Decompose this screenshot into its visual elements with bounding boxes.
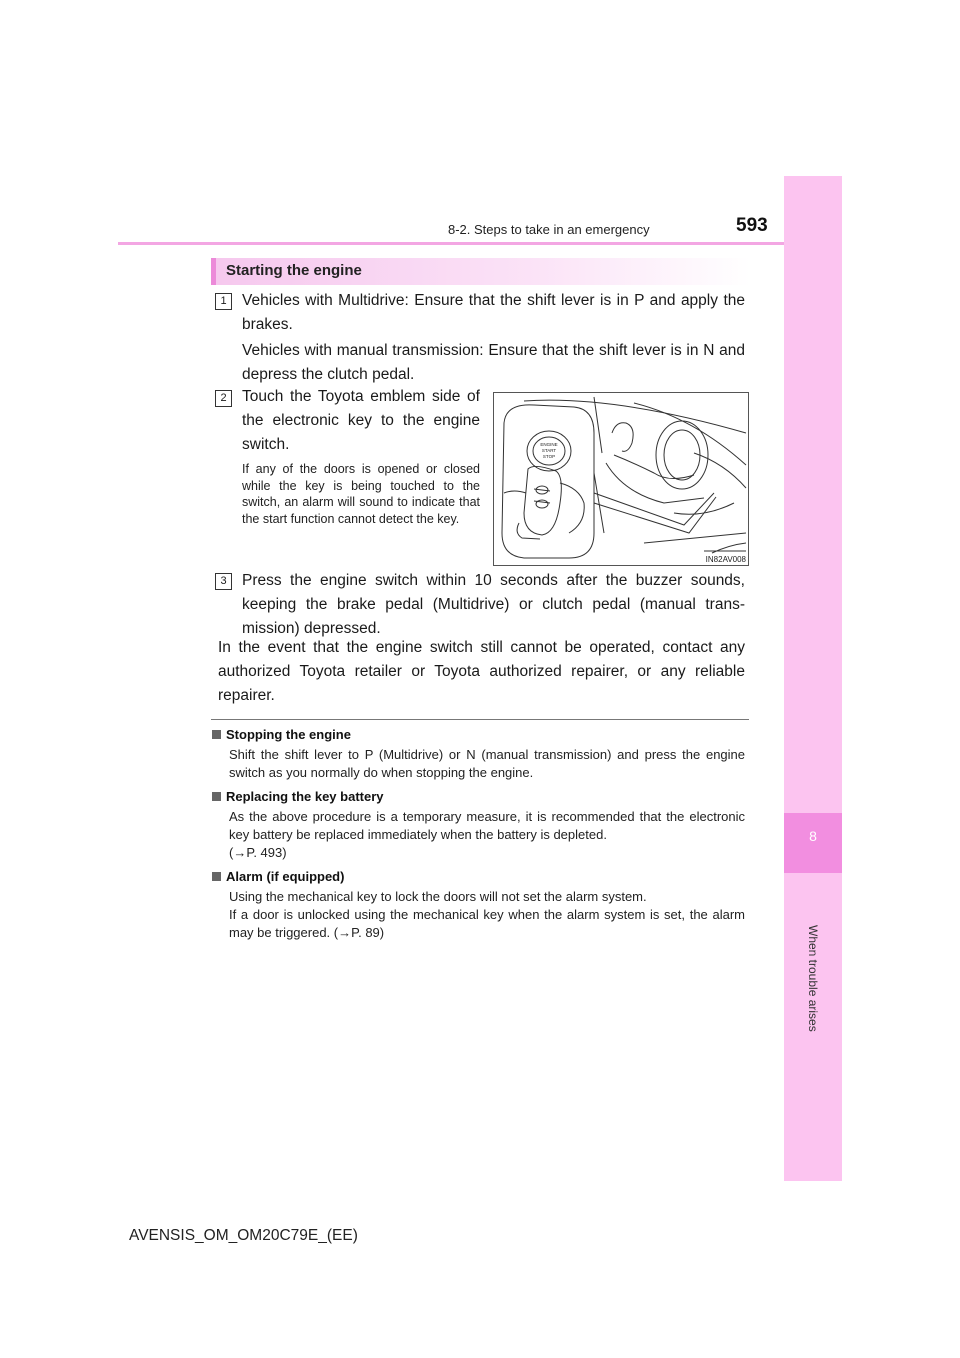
note-body-alarm: Using the mechanical key to lock the doors will not set the alarm system. — [229, 889, 647, 904]
page-number: 593 — [736, 215, 768, 236]
note-heading-alarm — [212, 869, 344, 884]
switch-label-line-2: START — [541, 448, 557, 453]
note-body-stopping: Shift the shift lever to P (Multidrive) or N (manual transmission) and press the engine switch as you normally do when stopping the engine. — [229, 747, 745, 780]
section-divider — [211, 719, 749, 720]
switch-label-line-3: STOP — [542, 454, 556, 459]
illustration-drawing — [494, 393, 748, 565]
step-2-note: If any of the doors is opened or closed while the key is being touched to the switch, an alarm will sound to indicate that the start function cannot detect the key. — [242, 462, 480, 526]
note-title: Stopping the engine — [226, 727, 351, 742]
note-ref-battery: (→P. 493) — [229, 845, 287, 860]
note-heading-stopping — [212, 727, 351, 742]
chapter-number: 8 — [809, 828, 817, 844]
document-code-footer: AVENSIS_OM_OM20C79E_(EE) — [129, 1227, 358, 1244]
header-section-title: 8-2. Steps to take in an emergency — [448, 222, 650, 237]
closing-paragraph: In the event that the engine switch still cannot be operated, contact any authorized Toyota retailer or Toyota authorized repairer, or any reliable repairer. — [218, 639, 745, 704]
section-title: Starting the engine — [226, 262, 362, 279]
square-bullet-icon — [212, 872, 221, 881]
step-3-text: Press the engine switch within 10 seconds after the buzzer sounds, keeping the brake pedal (Multidrive) or clutch pedal (manual trans-mission) depressed. — [242, 572, 745, 637]
step-1-paragraph-1: Vehicles with Multidrive: Ensure that the shift lever is in P and apply the brakes. — [242, 292, 745, 333]
step-badge-2: 2 — [215, 390, 232, 407]
square-bullet-icon — [212, 792, 221, 801]
illustration-key-to-switch — [493, 392, 749, 566]
chapter-title: When trouble arises — [806, 925, 820, 1032]
switch-label-line-1: ENGINE — [540, 442, 558, 447]
header-rule — [118, 242, 841, 245]
note-body-battery: As the above procedure is a temporary measure, it is recommended that the electronic key battery be replaced immediately when the battery is depleted. — [229, 809, 745, 842]
step-2-text: Touch the Toyota emblem side of the electronic key to the engine switch. — [242, 388, 480, 453]
note-heading-battery — [212, 789, 384, 804]
note-body-alarm-2: If a door is unlocked using the mechanical key when the alarm system is set, the alarm may be triggered. (→P. 89) — [229, 907, 745, 940]
step-badge-1: 1 — [215, 293, 232, 310]
square-bullet-icon — [212, 730, 221, 739]
figure-code: IN82AV008 — [705, 555, 746, 564]
step-badge-3: 3 — [215, 573, 232, 590]
section-title-bar — [211, 258, 750, 285]
note-title: Alarm (if equipped) — [226, 869, 345, 884]
step-1-paragraph-2: Vehicles with manual transmission: Ensure that the shift lever is in N and depress the clutch pedal. — [242, 342, 745, 383]
note-title: Replacing the key battery — [226, 789, 384, 804]
